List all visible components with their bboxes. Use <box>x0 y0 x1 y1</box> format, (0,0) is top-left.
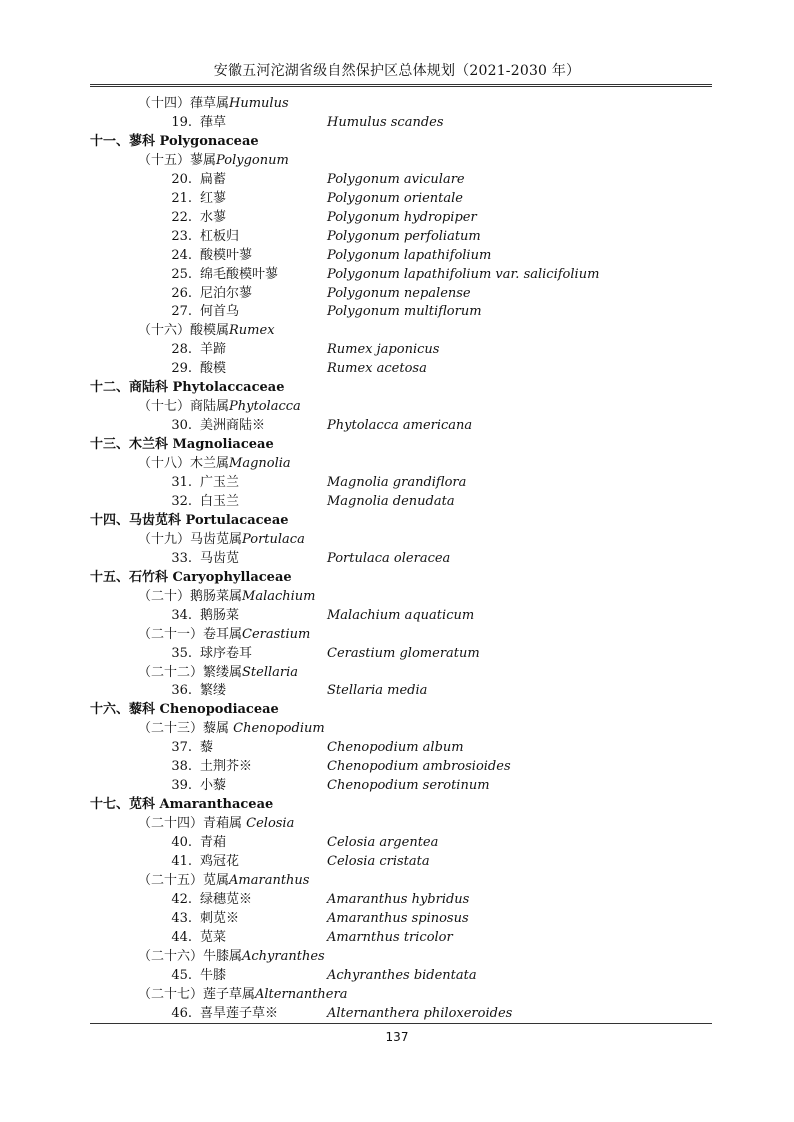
species-number: 21. <box>171 190 192 206</box>
genus-latin-name: Rumex <box>229 323 275 339</box>
species-chinese-name: 红蓼 <box>200 190 227 206</box>
species-row <box>0 492 794 511</box>
genus-row <box>0 530 794 549</box>
page-number: 137 <box>385 1030 409 1044</box>
species-latin-name: Portulaca oleracea <box>327 550 451 566</box>
species-row <box>0 416 794 435</box>
genus-heading <box>138 454 291 473</box>
species-row <box>0 909 794 928</box>
species-number: 24. <box>171 247 192 263</box>
genus-latin-name: Chenopodium <box>233 721 325 737</box>
family-label: 十三、木兰科 Magnoliaceae <box>90 437 274 453</box>
genus-heading <box>138 625 310 644</box>
species-row <box>0 113 794 132</box>
species-number: 40. <box>171 835 192 851</box>
species-row <box>0 606 794 625</box>
species-chinese-name: 广玉兰 <box>200 475 240 490</box>
species-number: 26. <box>171 285 192 301</box>
species-latin-name: Chenopodium ambrosioides <box>327 759 511 775</box>
species-number: 31. <box>171 475 192 490</box>
species-latin-name: Polygonum multiflorum <box>327 304 482 320</box>
genus-row <box>0 321 794 340</box>
species-number: 39. <box>171 778 192 794</box>
species-row <box>0 776 794 795</box>
species-row <box>0 738 794 757</box>
species-number: 38. <box>171 759 192 775</box>
genus-heading <box>138 947 325 966</box>
species-latin-name: Polygonum lapathifolium var. salicifolium <box>327 266 600 282</box>
genus-heading <box>138 151 289 170</box>
species-chinese-name: 酸模叶蓼 <box>200 247 253 263</box>
genus-heading <box>138 663 298 682</box>
genus-latin-name: Magnolia <box>229 456 291 472</box>
species-number: 43. <box>171 910 192 926</box>
genus-heading <box>138 321 275 340</box>
species-chinese-name: 羊蹄 <box>200 342 227 358</box>
genus-heading <box>138 814 294 833</box>
genus-label: （二十一）卷耳属 <box>138 626 243 642</box>
genus-label: （十六）酸模属 <box>138 323 230 339</box>
genus-row <box>0 625 794 644</box>
family-row <box>0 378 794 397</box>
genus-heading <box>138 985 347 1004</box>
species-chinese-name: 刺苋※ <box>200 910 240 926</box>
genus-row <box>0 947 794 966</box>
genus-row <box>0 151 794 170</box>
species-number: 23. <box>171 228 192 244</box>
document-title: 安徽五河沱湖省级自然保护区总体规划（2021-2030 年） <box>213 63 581 79</box>
species-latin-name: Polygonum nepalense <box>327 285 471 301</box>
species-latin-name: Magnolia grandiflora <box>327 475 467 490</box>
genus-latin-name: Amaranthus <box>229 872 310 888</box>
species-chinese-name: 水蓼 <box>200 209 227 225</box>
genus-label: （十九）马齿苋属 <box>138 531 243 547</box>
species-chinese-name: 绵毛酸模叶蓼 <box>200 266 279 282</box>
species-number: 37. <box>171 740 192 756</box>
genus-label: （二十五）苋属 <box>138 872 230 888</box>
species-chinese-name: 苋菜 <box>200 929 227 945</box>
species-row <box>0 340 794 359</box>
species-latin-name: Malachium aquaticum <box>327 607 475 623</box>
family-row <box>0 700 794 719</box>
species-chinese-name: 土荆芥※ <box>200 759 253 775</box>
genus-latin-name: Polygonum <box>216 152 289 168</box>
genus-latin-name: Malachium <box>242 588 316 604</box>
species-row <box>0 302 794 321</box>
species-chinese-name: 马齿苋 <box>200 550 240 566</box>
species-latin-name: Humulus scandes <box>327 114 444 130</box>
species-number: 25. <box>171 266 192 282</box>
family-row <box>0 132 794 151</box>
species-chinese-name: 鸡冠花 <box>200 854 240 869</box>
species-chinese-name: 白玉兰 <box>200 493 240 509</box>
family-row <box>0 568 794 587</box>
species-number: 46. <box>171 1005 192 1021</box>
species-chinese-name: 鹅肠菜 <box>200 607 240 623</box>
genus-label: （十八）木兰属 <box>138 456 230 472</box>
species-chinese-name: 繁缕 <box>200 683 227 699</box>
species-chinese-name: 青葙 <box>200 835 227 851</box>
species-number: 22. <box>171 209 192 225</box>
species-latin-name: Cerastium glomeratum <box>327 645 480 661</box>
species-latin-name: Amarnthus tricolor <box>327 929 453 945</box>
species-latin-name: Rumex japonicus <box>327 342 440 358</box>
species-number: 32. <box>171 493 192 509</box>
species-chinese-name: 何首乌 <box>200 304 240 320</box>
species-latin-name: Rumex acetosa <box>327 361 427 377</box>
species-latin-name: Alternanthera philoxeroides <box>327 1005 513 1021</box>
species-latin-name: Magnolia denudata <box>327 493 455 509</box>
family-label: 十二、商陆科 Phytolaccaceae <box>90 380 285 396</box>
species-latin-name: Polygonum aviculare <box>327 171 465 187</box>
genus-label: （二十）鹅肠菜属 <box>138 588 243 604</box>
species-number: 45. <box>171 967 192 983</box>
genus-row <box>0 814 794 833</box>
genus-row <box>0 663 794 682</box>
species-number: 20. <box>171 171 192 187</box>
genus-latin-name: Portulaca <box>242 531 305 547</box>
genus-heading <box>138 871 309 890</box>
species-latin-name: Polygonum orientale <box>327 190 463 206</box>
genus-label: （十五）蓼属 <box>138 152 217 168</box>
species-chinese-name: 扁蓄 <box>200 171 227 187</box>
species-number: 27. <box>171 304 192 320</box>
genus-latin-name: Humulus <box>229 96 289 111</box>
genus-heading <box>138 587 316 606</box>
species-chinese-name: 杠板归 <box>200 228 240 244</box>
species-row <box>0 852 794 871</box>
species-row <box>0 644 794 663</box>
species-row <box>0 1004 794 1023</box>
species-row <box>0 246 794 265</box>
species-latin-name: Stellaria media <box>327 683 428 699</box>
genus-row <box>0 871 794 890</box>
family-label: 十四、马齿苋科 Portulacaceae <box>90 512 289 528</box>
family-label: 十七、苋科 Amaranthaceae <box>90 797 274 813</box>
species-chinese-name: 喜旱莲子草※ <box>200 1005 279 1021</box>
species-number: 28. <box>171 342 192 358</box>
species-number: 19. <box>171 114 192 130</box>
species-row <box>0 833 794 852</box>
species-latin-name: Celosia argentea <box>327 835 439 851</box>
species-row <box>0 890 794 909</box>
species-row <box>0 928 794 947</box>
species-latin-name: Chenopodium album <box>327 740 464 756</box>
genus-heading <box>138 397 301 416</box>
species-latin-name: Polygonum lapathifolium <box>327 247 492 263</box>
genus-heading <box>138 94 289 113</box>
genus-heading <box>138 530 305 549</box>
species-row <box>0 189 794 208</box>
species-chinese-name: 球序卷耳 <box>200 645 253 661</box>
genus-latin-name: Alternanthera <box>255 986 348 1002</box>
species-latin-name: Achyranthes bidentata <box>327 967 477 983</box>
species-chinese-name: 小藜 <box>200 778 227 794</box>
header-divider <box>90 84 712 87</box>
species-number: 33. <box>171 550 192 566</box>
species-number: 30. <box>171 418 192 434</box>
species-row <box>0 549 794 568</box>
family-label: 十六、藜科 Chenopodiaceae <box>90 702 279 718</box>
genus-label: （二十六）牛膝属 <box>138 948 243 964</box>
species-row <box>0 170 794 189</box>
species-latin-name: Polygonum hydropiper <box>327 209 477 225</box>
family-row <box>0 511 794 530</box>
genus-row <box>0 985 794 1004</box>
genus-latin-name: Stellaria <box>242 664 299 680</box>
species-number: 41. <box>171 854 192 869</box>
species-row <box>0 966 794 985</box>
species-chinese-name: 尼泊尔蓼 <box>200 285 253 301</box>
genus-heading <box>138 719 325 738</box>
species-number: 29. <box>171 361 192 377</box>
species-row <box>0 227 794 246</box>
genus-label: （十四）葎草属 <box>138 96 230 111</box>
family-row <box>0 795 794 814</box>
species-row <box>0 359 794 378</box>
family-row <box>0 435 794 454</box>
genus-latin-name: Celosia <box>246 816 295 832</box>
species-latin-name: Polygonum perfoliatum <box>327 228 481 244</box>
family-label: 十五、石竹科 Caryophyllaceae <box>90 569 292 585</box>
species-chinese-name: 绿穗苋※ <box>200 891 253 907</box>
genus-row <box>0 454 794 473</box>
species-number: 35. <box>171 645 192 661</box>
genus-row <box>0 397 794 416</box>
species-chinese-name: 牛膝 <box>200 967 227 983</box>
species-chinese-name: 藜 <box>200 740 214 756</box>
genus-label: （二十二）繁缕属 <box>138 664 243 680</box>
species-chinese-name: 葎草 <box>200 114 227 130</box>
species-number: 44. <box>171 929 192 945</box>
genus-latin-name: Phytolacca <box>229 399 301 415</box>
species-latin-name: Celosia cristata <box>327 854 430 869</box>
genus-label: （二十四）青葙属 <box>138 816 247 832</box>
species-chinese-name: 酸模 <box>200 361 227 377</box>
species-latin-name: Chenopodium serotinum <box>327 778 490 794</box>
genus-row <box>0 587 794 606</box>
footer-divider <box>90 1023 712 1024</box>
species-row <box>0 265 794 284</box>
species-chinese-name: 美洲商陆※ <box>200 418 266 434</box>
species-latin-name: Amaranthus hybridus <box>327 891 470 907</box>
species-latin-name: Amaranthus spinosus <box>327 910 469 926</box>
species-row <box>0 208 794 227</box>
species-latin-name: Phytolacca americana <box>327 418 473 434</box>
family-label: 十一、蓼科 Polygonaceae <box>90 133 259 149</box>
species-row <box>0 473 794 492</box>
genus-row <box>0 719 794 738</box>
species-number: 36. <box>171 683 192 699</box>
species-number: 42. <box>171 891 192 907</box>
genus-latin-name: Achyranthes <box>242 948 325 964</box>
species-row <box>0 284 794 303</box>
genus-label: （二十三）藜属 <box>138 721 234 737</box>
genus-latin-name: Cerastium <box>242 626 311 642</box>
species-number: 34. <box>171 607 192 623</box>
species-row <box>0 681 794 700</box>
genus-label: （二十七）莲子草属 <box>138 986 256 1002</box>
species-row <box>0 757 794 776</box>
genus-label: （十七）商陆属 <box>138 399 230 415</box>
genus-row <box>0 94 794 113</box>
